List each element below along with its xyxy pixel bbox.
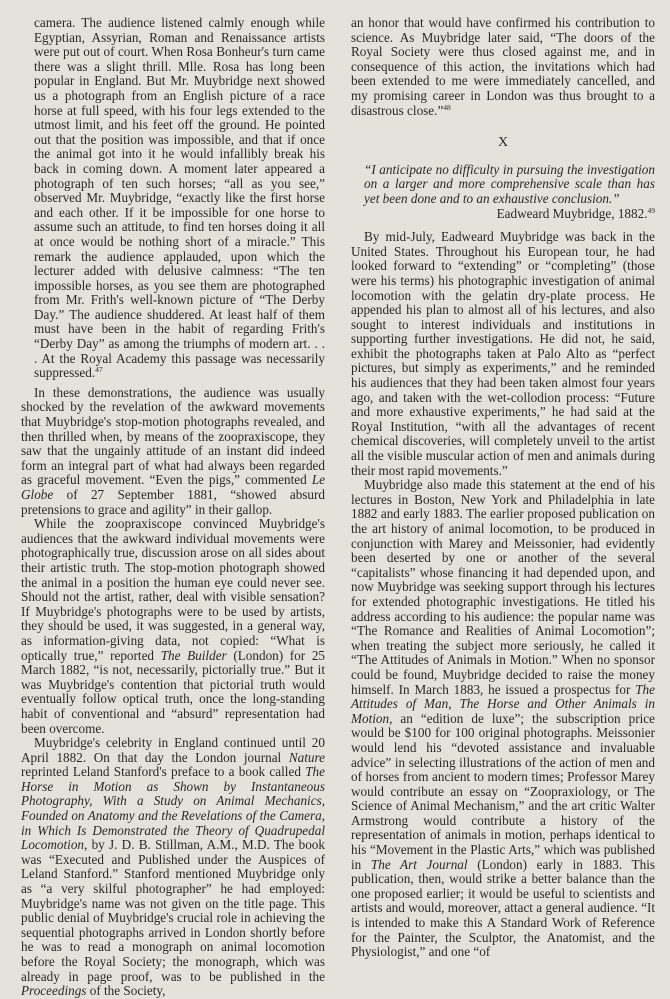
paragraph-mid-july: By mid-July, Eadweard Muybridge was back in the United States. Throughout his European tour, he had looked forward to “extending” or “completing” (those were his terms) his photographic investigation of animal locomotion with the gelatin dry-plate process. He appended his plan to almost all of his lectures, and also sought to interest individuals and institutions in supporting further investigations. He did not, he said, exhibit the photographs taken at Palo Alto as “perfect pictures, but simply as experiments,” and he reminded his audiences that they had been taken almost four years ago, and taken with the wet-collodion process: “Future and more exhaustive experiments,” he had said at the Royal Institution, “with all the advantages of recent chemical discoveries, will completely unveil to the artist all the visible muscular action of men and animals during their most rapid movements.” (351, 229, 655, 478)
paragraph-celebrity (21, 736, 325, 999)
paragraph-text: of 27 September 1881, “showed absurd pretensions to grace and agility” in their gallop. (21, 487, 325, 517)
left-column (21, 16, 325, 999)
paragraph-text: by J. D. B. Stillman, A.M., M.D. The book was “Executed and Published under the Auspices of Leland Stanford.” Stanford mentioned Muybridge only as “a very skilful photographer” he had employed: Muybridge's name was not given on the title page. This public denial of Muybridge's crucial role in achieving the sequential photographs arrived in London shortly before he was to read a monograph on animal locomotion before the Royal Society; the monograph, which was already in page proof, was to be published in the (21, 837, 325, 984)
epigraph-attribution (351, 207, 655, 222)
italic-title-nature: Nature (288, 749, 325, 765)
block-quote-continuation (21, 16, 325, 381)
paragraph-demonstrations (21, 386, 325, 517)
quote-text: camera. The audience listened calmly enough while Egyptian, Assyrian, Roman and Renaissance artists were put out of court. When Rosa Bonheur's turn came there was a slight thrill. Mlle. Rosa has long been popular in England. But Mr. Muybridge next showed us a photograph from an English picture of a race horse at full speed, with his four legs extended to the utmost limit, and his feet off the ground. He pointed out that the position was impossible, and that if once the animal got into it he would infallibly break his back in coming down. A moment later appeared a photograph of ten such horses; “all as you see,” observed Mr. Muybridge, “exactly like the first horse and each other. If it be impossible for one horse to assume such an attitude, to find ten horses doing it all at once would be nothing short of a miracle.” This remark the audience applauded, upon which the lecturer added with delusive calmness: “The ten impossible horses, as you see them are photographed from Mr. Frith's well-known picture of “The Derby Day.” The audience shuddered. At least half of them must have been in the habit of regarding Frith's “Derby Day” as among the triumphs of modern art. . . . At the Royal Academy this passage was necessarily suppressed. (34, 15, 325, 381)
paragraph-text: While the zoopraxiscope convinced Muybridge's audiences that the awkward individual movements were photographically true, discussion arose on all sides about their artistic truth. The stop-motion photograph showed the animal in a position the human eye could never see. Should not the artist, rather, deal with visible sensation? If Muybridge's photographs were to be used by artists, they should be used, it was suggested, in a general way, as information-giving data, not copied: “What is optically true,” reported (21, 516, 325, 663)
italic-title-le-globe: Le Globe (21, 472, 325, 502)
paragraph-statement-lectures (351, 478, 655, 960)
italic-title-proceedings: Proceedings (21, 983, 87, 999)
paragraph-text: (London) early in 1883. This publication, then, would strike a better balance than the one proposed earlier; it would be useful to scientists and artists and would, moreover, attact a general audience. “It is intended to make this A Standard Work of Reference for the Painter, the Sculptor, the Anatomist, and the Physiologist,” and one “of (351, 856, 655, 960)
footnote-ref-47[interactable]: 47 (95, 365, 103, 375)
attribution-text: Eadweard Muybridge, 1882. (496, 205, 648, 221)
footnote-ref-49[interactable]: 49 (647, 205, 655, 215)
paragraph-text: Muybridge also made this statement at the end of his lectures in Boston, New York and Philadelphia in late 1882 and early 1883. The earlier proposed publication on the art history of animal locomotion, to be produced in conjunction with Marey and Meissonier, had evidently been deserted by one or another of the several “capitalists” whose financing it had depended upon, and now Muybridge was seeking support through his lectures for extended photographic investigations. He titled his address according to his audience: the popular name was “The Romance and Realities of Animal Locomotion”; when treating the subject more seriously, he called it “The Attitudes of Animals in Motion.” When no sponsor could be found, Muybridge decided to raise the money himself. In March 1883, he issued a prospectus for (351, 477, 655, 697)
italic-title-art-journal: The Art Journal (370, 856, 468, 872)
italic-title-the-builder: The Builder (160, 647, 227, 663)
paragraph-text: an “edition de luxe”; the subscription price would be $100 for 100 original photographs. Meissonier would lend his “devoted assistance and invaluable advice” in selecting illustrations of the action of men and of horses from ancient to modern times; Professor Marey would contribute an essay on “Zoopraxiology, or The Science of Animal Mechanism,” and the art critic Walter Armstrong would contribute a history of the representation of animals in motion, perhaps identical to his “Movement in the Plastic Arts,” which was published in (351, 710, 655, 872)
paragraph-royal-society-continuation (351, 16, 655, 118)
paragraph-text: In these demonstrations, the audience was usually shocked by the revelation of the awkward movements that Muybridge's stop-motion photographs revealed, and then thrilled when, by means of the zoopraxiscope, they saw that the ungainly attitude of an instant did indeed form an integral part of what had always been regarded as graceful movement. “Even the pigs,” commented (21, 384, 325, 488)
section-heading: X (497, 135, 509, 151)
paragraph-text: an honor that would have confirmed his contribution to science. As Muybridge later said, “The doors of the Royal Society were thus closed against me, and in consequence of this action, the invitations which had been extended to me were immediately cancelled, and my promising career in London was thus brought to a disastrous close.” (351, 15, 655, 118)
paragraph-text: (London) for 25 March 1882, “is not, necessarily, pictorially true.” But it was Muybridge's contention that pictorial truth would eventually follow optical truth, once the long-standing habit of conventional and “absurd” representation had been overcome. (21, 647, 326, 736)
paragraph-text: reprinted Leland Stanford's preface to a book called (21, 764, 306, 780)
paragraph-text: of the Society, (86, 983, 166, 999)
footnote-ref-48[interactable]: 48 (443, 102, 451, 112)
italic-title-attitudes: The Attitudes of Man, The Horse and Other Animals in Motion, (351, 681, 655, 726)
paragraph-text: Muybridge's celebrity in England continued until 20 April 1882. On that day the London journal (21, 735, 325, 765)
right-column (351, 16, 655, 960)
italic-title-horse-in-motion: The Horse in Motion as Shown by Instantaneous Photography, With a Study on Animal Mechanics, Founded on Anatomy and the Revelations of the Camera, in Which Is Demonstrated the Theory of Quadrupedal Locomotion, (21, 764, 325, 853)
epigraph-quote: “I anticipate no difficulty in pursuing the investigation on a larger and more comprehensive scale than has yet been done and to an exhaustive conclusion.” (364, 161, 655, 206)
paragraph-zoopraxiscope (21, 517, 325, 736)
